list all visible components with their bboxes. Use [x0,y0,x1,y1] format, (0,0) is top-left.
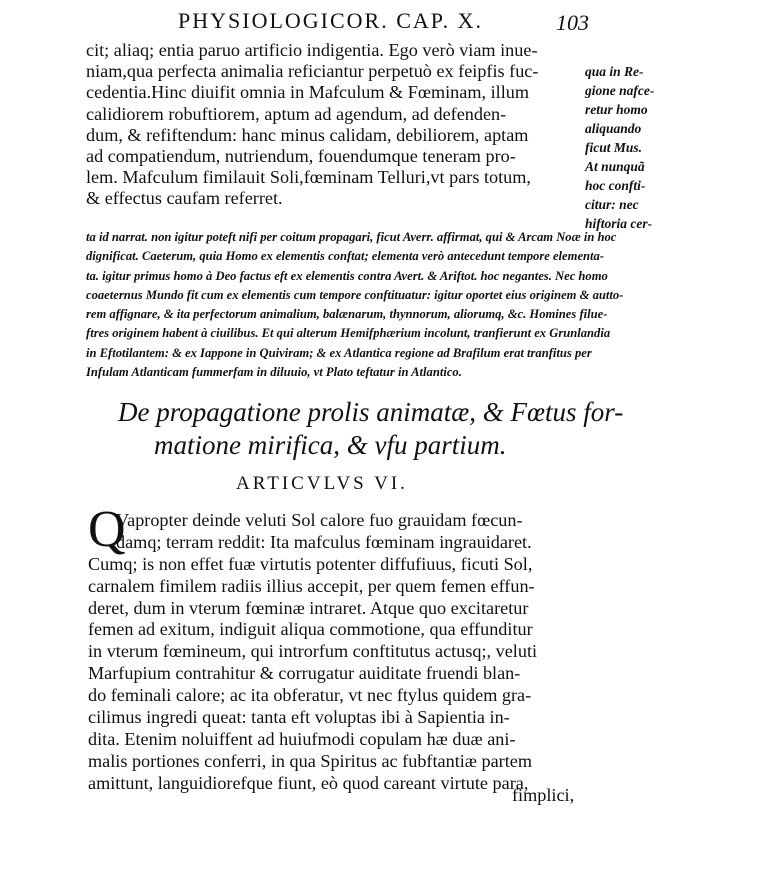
note-line: dignificat. Caeterum, quia Homo ex elementis conftat; elementa verò antecedunt tempore elementa- [86,249,605,264]
margin-line: ficut Mus. [585,140,643,155]
text-line: niam,qua perfecta animalia reficiantur perpetuò ex feipfis fuc- [86,61,539,82]
text-line: cit; aliaq; entia paruo artificio indigentia. Ego verò viam inue- [86,40,538,60]
section-title-line: matione mirifica, & vfu partium. [154,430,507,460]
running-head: PHYSIOLOGICOR. CAP. X. [178,8,483,33]
main-paragraph [86,40,586,210]
marginal-note [585,62,665,233]
article-heading: ARTICVLVS VI. [236,473,408,494]
article-line: do feminali calore; ac ita obferatur, vt nec ftylus quidem gra- [88,685,532,706]
page-number: 103 [556,10,589,35]
section-title [118,396,624,462]
margin-line: retur homo [585,102,648,117]
note-line: Infulam Atlanticam fummerfam in diluuio, vt Plato teftatur in Atlantico. [86,365,462,380]
article-line: femen ad exitum, indiguit aliqua commotione, qua effunditur [88,619,533,640]
text-line: lem. Mafculum fimilauit Soli,fœminam Telluri,vt pars totum, [86,167,531,188]
text-line: calidiorem robuftiorem, aptum ad agendum, ad defenden- [86,103,507,124]
article-line: Cumq; is non effet fuæ virtutis potenter diffufiuus, ficuti Sol, [88,553,533,574]
margin-line: At nunquã [585,159,645,174]
article-paragraph [88,501,588,795]
note-line: ta id narrat. non igitur poteft nifi per coitum propagari, ficut Averr. affirmat, qui & Arcam Noæ in hoc [86,230,617,244]
catchword: fimplici, [512,785,575,805]
article-line: amittunt, languidiorefque fiunt, eò quod careant virtute para, [88,772,529,793]
article-line: Vapropter deinde veluti Sol calore fuo grauidam fœcun- [116,510,523,530]
margin-line: aliquando [585,121,642,136]
article-line: deret, dum in vterum fœminæ intraret. Atque quo excitaretur [88,597,529,618]
article-line: Marfupium contrahitur & corrugatur auiditate fruendi blan- [88,663,521,684]
margin-line: hoc confti- [585,178,646,193]
note-line: in Eftotilantem: & ex Iappone in Quiviram; & ex Atlantica regione ad Brafilum erat tranfitus per [86,345,592,360]
margin-line: gione nafce- [585,83,655,98]
note-line: ftres originem habent à ciuilibus. Et qui alterum Hemifphærium incolunt, tranfierunt ex Grunlandia [86,326,611,341]
section-title-line: De propagatione prolis animatæ, & Fœtus for- [118,397,624,427]
note-line: coaeternus Mundo fit cum ex elementis cum tempore conftituatur: igitur oportet eius originem & autto- [86,287,624,302]
margin-line: qua in Re- [585,64,644,79]
note-line: rem affignare, & ita perfectorum animalium, balænarum, thynnorum, aliorumq, &c. Homines filue- [86,307,608,322]
article-line: malis portiones conferri, in qua Spiritus ac fubftantiæ partem [88,750,532,771]
article-line: damq; terram reddit: Ita mafculus fœminam ingrauidaret. [116,531,532,552]
text-line: dum, & refiftendum: hanc minus calidam, debiliorem, aptam [86,124,529,145]
note-line: ta. igitur primus homo à Deo factus eft ex elementis contra Avert. & Ariftot. hoc negantes. Nec homo [86,268,608,283]
drop-cap: Q [88,501,126,558]
text-line: & effectus caufam referret. [86,188,283,209]
article-line: dita. Etenim noluiffent ad huiufmodi copulam hæ duæ ani- [88,728,516,749]
text-line: ad compatiendum, nutriendum, fouendumque teneram pro- [86,145,516,166]
article-line: carnalem fimilem radiis illius accepit, per quem femen effun- [88,575,535,596]
article-line: cilimus ingredi queat: tanta eft voluptas ibi à Sapientia in- [88,707,510,728]
margin-line: citur: nec [585,197,639,212]
margin-line: hiftoria cer- [585,216,653,231]
article-line: in vterum fœmineum, qui introrfum conftitutus actusq;, veluti [88,641,538,662]
text-line: cedentia.Hinc diuifit omnia in Mafculum & Fœminam, illum [86,82,529,103]
commentary-notes [86,228,656,382]
